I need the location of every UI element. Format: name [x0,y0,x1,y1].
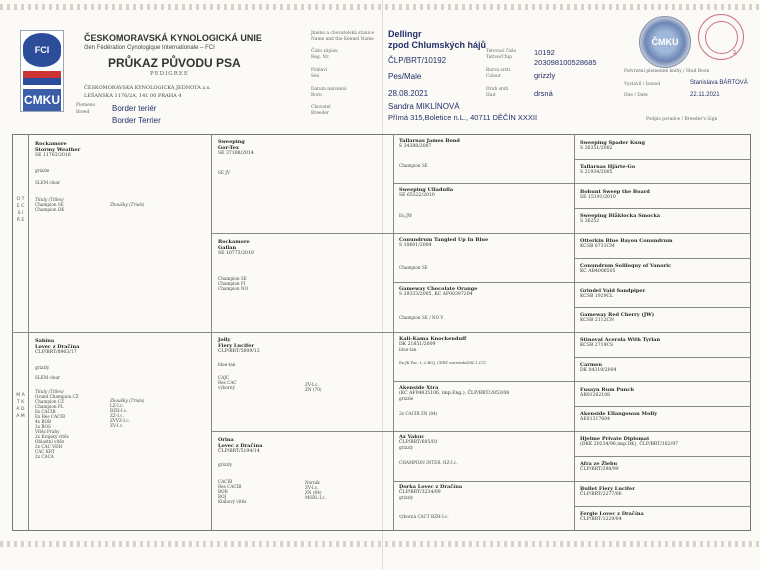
dam-title: 2x CACA [35,454,54,460]
dam-cell [35,338,79,459]
label-reg-cz: Číslo zápisu [311,49,338,54]
sire-titles-label: Tituly (Titles) [35,197,64,203]
g3-reg: S 10601/2004 [399,243,432,248]
sire-cell [35,141,80,212]
sire-dam-divider [12,332,751,333]
g2-extra: Champion NO [218,286,249,292]
g3-extra: grizzle [399,396,414,402]
dam-side-label: M A T K A D A M [16,393,25,419]
dam-title: 2x Krajský vítěz [35,434,69,440]
dam-trials [110,398,144,428]
g4-divider-5 [574,258,751,259]
side-column-divider [28,134,29,531]
g4-cell-12 [580,411,657,422]
g4-cell-9 [580,337,660,348]
issuer-name: Stanislava BÁRTOVÁ [690,80,748,86]
label-reg-en: Reg. Nr. [311,55,330,60]
dam-title: Champion PL [35,404,64,410]
fci-membership: člen Fédération Cynologique Internationale – FCI [84,45,215,51]
dam-trial: ZZ-I.c. [110,413,124,418]
sire-health: SLEM clear [35,180,60,186]
g2-reg: ČLP/BRT/5194/14 [218,449,260,454]
g4-name: Fusayn Rum Punch [580,387,634,393]
g4-reg: (DKK 20234/96,imp.DK), ČLP/BRT/182/97 [580,442,679,447]
g4-name: Conundrum Soliloquy of Vanoric [580,263,672,269]
g4-cell-5 [580,238,673,249]
g3-cell-3 [399,237,488,270]
sire-name-1: Rockamore [35,141,67,147]
g3-cell-2 [399,187,453,218]
g2-trial: ZN (84) [305,490,322,495]
union-name: ČESKOMORAVSKÁ KYNOLOGICKÁ UNIE [84,33,262,43]
g3-reg: S 29333/2005, KC AF00397204 [399,292,473,297]
g4-name: Akenside Ellangowan Molly [580,411,658,417]
g4-reg: SE 15191/2010 [580,195,616,200]
g3-divider-5 [393,381,751,382]
g3-name: Tallarnas James Bond [399,138,460,144]
g3-extra: Champion SE / NO V [399,315,444,321]
g2-trial: ZN (70) [305,387,322,392]
breeder-name: Sandra MIKLÍNOVÁ [388,102,460,111]
g4-cell-4 [580,213,660,224]
g4-reg: ČLP/BRT/2277/06 [580,492,622,497]
g4-name: Fergie Lovec z Dračína [580,511,644,517]
g2-trials-dam-sire [305,382,322,392]
g2-name-2: Lovec z Dračína [218,443,263,449]
dog-name-line1: Dellingr [388,29,422,39]
g2-name-1: Jolly [218,337,231,343]
g3-name: Akenside Xtra [399,385,439,391]
g4-divider-15 [574,506,751,507]
dog-dob: 28.08.2021 [388,89,429,98]
g3-divider-7 [393,481,751,482]
g3-extra: blue-tan [399,347,417,353]
g3-name: Gameway Chocolate Orange [399,286,478,292]
g4-cell-1 [580,140,645,151]
g4-reg: S 36252 [580,219,600,224]
g4-reg: AE01317604 [580,417,611,422]
dam-trial: ZVVZ-I.c. [110,418,130,423]
flag-stripe [23,71,61,85]
sire-name-2: Stormy Weather [35,147,81,153]
label-name-en: Name and the Kennel Name [311,37,374,42]
dam-title: 2x CAC VDH [35,444,63,450]
g4-name: Sweeping Blåklocka Smocka [580,213,661,219]
g3-extra: grizzly [399,445,414,451]
g4-divider-7 [574,307,751,308]
sire-side-label: O T E C S I R E [16,197,25,223]
label-hair-cz: Druh srsti [486,87,509,92]
dam-title: Ex Res CACIB [35,414,66,420]
g2-extra: Res CAC [218,380,237,386]
label-colour-cz: Barva srsti [486,68,511,73]
dog-name-line2: zpod Chlumských hájů [388,40,487,50]
g3-reg: (KC AF04835106, imp.Eng.), ČLP/BRT/2853/08 [399,391,510,396]
g2-extra: blue-tan [218,362,236,368]
g3-cell-8 [399,484,462,519]
g4-reg: KCSB 1929CL [580,294,614,299]
label-hair-en: Hair [486,93,496,98]
label-studbook: Potvrzení plemenné knihy / Stud Book [624,69,709,74]
g4-divider-11 [574,406,751,407]
g3-reg: ČLP/BRT/605/01 [399,440,438,445]
issued-date: 22.11.2021 [690,92,720,98]
g2-extra: CAJC [218,375,230,381]
g4-name: Grindel Vald Sandpiper [580,288,646,294]
jednota-address: LEŠANSKÁ 1176/2A, 141 00 PRAHA 4 [84,93,182,99]
cmku-logo: CMKU [23,89,61,111]
label-dob-en: Born [311,93,322,98]
g4-reg: ČLP/BRT/1229/04 [580,517,622,522]
g2-extra: Champion FI [218,281,246,287]
label-sex-en: Sex [311,74,320,79]
g3-extra2: výborná CACT BZH-I.c. [399,514,449,520]
g3-name: Kali-Kama Knockenduff [399,336,467,342]
breed-label-cz: Plemeno [76,103,96,108]
dog-sex: Pes/Male [388,72,422,81]
g2-cell-sire-dam [218,239,254,291]
dam-title: 6x CACIB [35,409,56,415]
g4-divider-9 [574,357,751,358]
dam-title: Vítěz Prahy [35,429,60,435]
g2-reg: CLP/BRT/5609/13 [218,349,260,354]
g4-cell-15 [580,486,635,497]
g3-extra2: Ex.JK Pac. I.,2.BOJ, CERT norweski/DK.1.CT) [399,360,486,366]
g2-extra: výborný [218,385,235,391]
g3-cell-5 [399,336,486,365]
g2-extra: BOB [218,489,228,495]
g3-extra: Champion SE [399,163,428,169]
label-tattoo-cz: Tetovací číslo [486,49,517,54]
dam-title: 4x BOB [35,419,52,425]
g4-cell-14 [580,461,619,472]
red-stamp [698,14,744,60]
dam-title: Champion CZ [35,399,65,405]
g3-extra2: 2x CACIB ZN (84) [399,411,438,417]
g4-cell-8 [580,312,654,323]
breed-cz: Border teriér [112,104,157,113]
g2-extra: Champion SE [218,276,247,282]
g2-extra: SE JV [218,170,230,176]
perforation-bottom [0,541,760,547]
g3-reg: DK 21851/2009 [399,342,436,347]
g4-reg: KC AB4006505 [580,269,616,274]
g4-reg: DK 04319/2004 [580,368,617,373]
label-breeder-en: Breeder [311,111,330,116]
label-name-cz: Jméno a chovatelská stanice [311,31,375,36]
g4-name: Hjelme Private Diplomat [580,436,650,442]
g2-extra: grizzly [218,462,233,468]
g3-reg: SE 65322/2010 [399,193,435,198]
dam-name-2: Lovec z Dračína [35,344,80,350]
g4-name: Afra ze Žlebu [580,461,618,467]
g4-reg: KCSB 2112CN [580,318,615,323]
g2-reg: SE 37188/2014 [218,151,254,156]
sire-title-2: Champion DK [35,207,65,213]
g2-name-1: Sweeping [218,139,245,145]
g2-trials-dam-dam [305,480,326,500]
g2-cell-dam-sire [218,337,260,390]
breeder-address: Přímá 315,Boletice n.L., 40711 DĚČÍN XXXII [388,113,538,122]
g3-cell-7 [399,434,458,465]
g2-cell-sire-sire [218,139,254,175]
g4-reg: AB01262108 [580,393,611,398]
studbook-number: 3 [733,50,736,56]
g2-extra: Klubový vítěz [218,499,247,505]
g2-trial: ZV-I.c. [305,485,319,490]
dam-health: SLEM clear [35,375,60,381]
g4-name: Tallarnas Hjärte-Go [580,164,636,170]
g4-name: Stinoval Acerola With Tyrlan [580,337,661,343]
fci-logo: FCI [23,33,61,67]
g4-reg: S 36351/2002 [580,146,613,151]
sire-title-1: Champion SE [35,202,64,208]
g2-name-2: Gallan [218,245,237,251]
g4-name: Carmen [580,362,602,368]
label-tattoo-en: Tattoo/Chip [486,55,512,60]
dam-reg: CLP/BRT/8963/17 [35,350,77,355]
g4-reg: KCSB 0731CM [580,244,615,249]
dog-hair: drsná [534,89,553,98]
g4-name: Bohunt Sweep the Board [580,189,650,195]
g2-trial: ZV-I.c. [305,382,319,387]
g2-extra: Res CACIB [218,484,242,490]
g2-trial: MSBL-I.c. [305,495,327,500]
g3-name: Dorka Lovec z Dračína [399,484,463,490]
g2-divider-3 [211,431,751,432]
g3-extra2: CHAMPION INTER. HZ-I.c. [399,460,458,466]
dam-colour: grizzly [35,365,50,371]
g2-name-2: Gor-Tex [218,145,239,151]
dam-title: Grand Champion CZ [35,394,79,400]
dog-reg: ČLP/BRT/10192 [388,56,447,65]
g3-cell-6 [399,385,509,416]
g2-cell-dam-dam [218,437,262,504]
dam-title: CAC KRT [35,449,55,455]
g4-cell-6 [580,263,671,274]
g3-name: Ax Vakuc [399,434,425,440]
g4-cell-10 [580,362,616,373]
fci-cmku-logo [20,30,64,112]
dam-titles-label: Tituly (Titles) [35,389,64,395]
g4-cell-2 [580,164,635,175]
g2-extra: CACIB [218,479,233,485]
g4-cell-13 [580,436,678,447]
g3-reg: ČLP/BRT/3234/09 [399,490,441,495]
g4-divider-13 [574,456,751,457]
dog-colour: grizzly [534,71,556,80]
dog-chip: 203098100528685 [534,58,597,67]
dam-trials-label: Zkoušky (Trials) [110,398,145,403]
dam-trial: LZ-I.c. [110,403,124,408]
label-date: Dne / Date [624,93,648,98]
g3-reg: S 34388/2007 [399,144,432,149]
g3-extra: Champion SE [399,265,428,271]
label-breeder-cz: Chovatel [311,105,331,110]
document-subtitle: PEDIGREE [150,71,189,77]
sire-colour: grizzle [35,168,50,174]
dog-tattoo: 10192 [534,48,555,57]
dam-name-1: Sabina [35,338,55,344]
g3-extra: grizzly [399,495,414,501]
g4-name: Gameway Red Cherry (JW) [580,312,655,318]
g2-name-1: Rockamore [218,239,250,245]
jednota-name: ČESKOMORAVSKÁ KYNOLOGICKÁ JEDNOTA z.s. [84,85,211,91]
document-title: PRŮKAZ PŮVODU PSA [108,56,241,70]
dam-title: Oblastní vítěz [35,439,65,445]
gen2-divider [393,134,394,531]
g3-cell-4 [399,286,477,320]
g4-divider-3 [574,208,751,209]
g2-extra: BOJ [218,494,227,500]
g2-reg: SE 10773/2010 [218,251,254,256]
dam-trial: ZV-I.c. [110,423,124,428]
g4-name: Otterkin Blue Bayou Conundrum [580,238,673,244]
sire-reg: SE 11763/2016 [35,153,71,158]
dam-title: 2x BOS [35,424,51,430]
g3-name: Sweeping Ulladulla [399,187,454,193]
breed-en: Border Terrier [112,116,161,125]
official-stamp: ČMKU [639,16,691,68]
gen3-divider [574,134,575,531]
g4-cell-3 [580,189,650,200]
g4-cell-7 [580,288,645,299]
label-dob-cz: Datum narození [311,87,347,92]
g4-name: Sweeping Spader Kung [580,140,645,146]
g4-cell-11 [580,387,634,398]
g2-name-2: Fiery Lucifer [218,343,254,349]
g4-reg: KCSB 2719CS [580,343,614,348]
dam-trial: BZH-I.c. [110,408,128,413]
sire-trials-label: Zkoušky (Trials) [110,202,145,207]
breed-label-en: Breed [76,110,90,115]
label-issued: Vystavil / Issued [624,82,661,87]
g4-cell-16 [580,511,644,522]
g3-cell-1 [399,138,460,168]
g3-extra: Eu.JW [399,213,413,219]
g4-reg: S 21934/2005 [580,170,613,175]
g2-trial: Norník [305,480,320,485]
g4-name: Bullet Fiery Lucifer [580,486,635,492]
g3-divider-3 [393,282,751,283]
perforation-top [0,4,760,10]
gen1-divider [211,134,212,531]
g3-divider-1 [393,183,751,184]
label-colour-en: Colour [486,74,501,79]
g3-name: Conundrum Tangled Up In Blue [399,237,489,243]
g2-name-1: Orina [218,437,234,443]
label-sex-cz: Pohlaví [311,68,328,73]
g2-divider-1 [211,233,751,234]
g4-reg: ČLP/BRT/298/99 [580,467,619,472]
g4-divider-1 [574,159,751,160]
label-signature: Podpis poradce / Breeder's Sign [646,117,718,122]
